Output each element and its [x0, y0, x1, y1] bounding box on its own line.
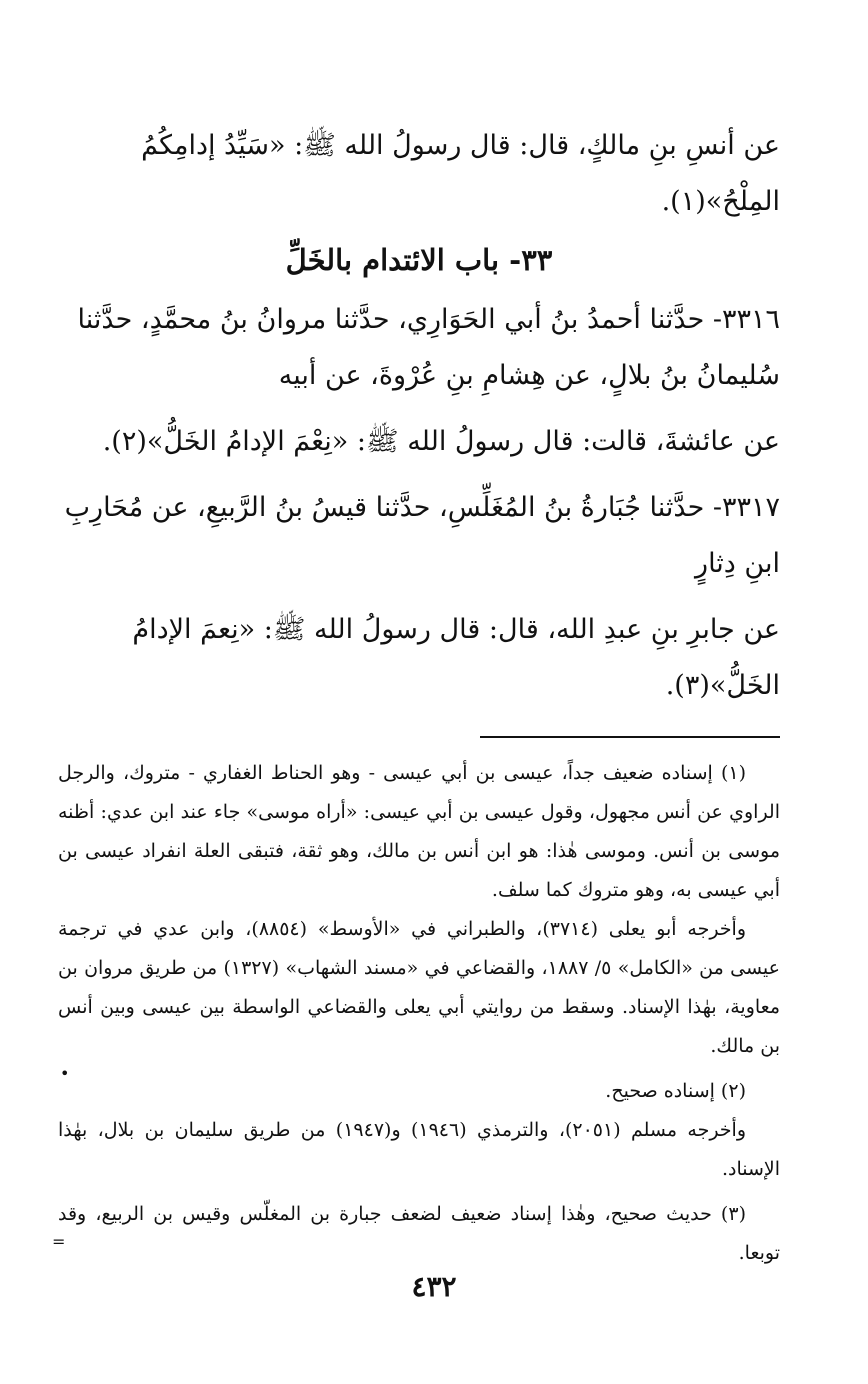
footnote-2-sources: وأخرجه مسلم (٢٠٥١)، والترمذي (١٩٤٦) و(١٩٤٧) من طريق سليمان بن بلال، بهٰذا الإسناد.: [58, 1119, 780, 1180]
hadith-3317-isnad-line-2: ابنِ دِثارٍ: [695, 548, 780, 579]
hadith-3316-isnad-line-1: ٣٣١٦- حدَّثنا أحمدُ بنُ أبي الحَوَارِي، حدَّثنا مروانُ بنُ محمَّدٍ، حدَّثنا: [77, 304, 780, 335]
footnote-1-sources: وأخرجه أبو يعلى (٣٧١٤)، والطبراني في «الأوسط» (٨٨٥٤)، وابن عدي في ترجمة عيسى من «الكامل» ٥/ ١٨٨٧، والقضاعي في «مسند الشهاب» (١٣٢٧) من طريق مروان بن معاوية، بهٰذا الإسناد. وسقط من روايتي أبي يعلى والقضاعي الواسطة بين عيسى وبين أنس بن مالك.: [58, 918, 780, 1057]
hadith-3316-isnad-line-2: سُليمانُ بنُ بلالٍ، عن هِشامِ بنِ عُرْوةَ، عن أبيه: [278, 360, 780, 391]
hadith-text-anas-line-2: المِلْحُ»(١).: [661, 186, 780, 217]
hadith-3317-isnad-line-1: ٣٣١٧- حدَّثنا جُبَارةُ بنُ المُغَلِّسِ، حدَّثنا قيسُ بنُ الرَّبيعِ، عن مُحَارِبِ: [64, 492, 780, 523]
margin-dot-mark: •: [60, 1064, 70, 1083]
chapter-heading: ٣٣- باب الائتدام بالخَلِّ: [285, 243, 553, 277]
hadith-3317-text-line-2: الخَلُّ»(٣).: [665, 670, 780, 701]
hadith-3317-text-line-1: عن جابرِ بنِ عبدِ الله، قال: قال رسولُ الله ﷺ: «نِعمَ الإدامُ: [132, 614, 780, 645]
page-body: [58, 118, 780, 1273]
footnote-3: (٣) حديث صحيح، وهٰذا إسناد ضعيف لضعف جبارة بن المغلّس وقيس بن الربيع، وقد توبعا.: [58, 1203, 780, 1264]
footnote-1: (١) إسناده ضعيف جداً، عيسى بن أبي عيسى - وهو الحناط الغفاري - متروك، والرجل الراوي عن أنس مجهول، وقول عيسى بن أبي عيسى: «أراه موسى» جاء عند ابن عدي: أظنه موسى بن أنس. وموسى هٰذا: هو ابن أنس بن مالك، وهو ثقة، فتبقى العلة انفراد عيسى بن أبي عيسى به، وهو متروك كما سلف.: [58, 762, 780, 901]
hadith-3316-text: عن عائشةَ، قالت: قال رسولُ الله ﷺ: «نِعْمَ الإدامُ الخَلُّ»(٢).: [102, 426, 780, 457]
footnote-separator: [480, 736, 780, 738]
footnote-2: (٢) إسناده صحيح.: [605, 1080, 746, 1102]
main-text: [58, 118, 780, 714]
page-number: ٤٣٢: [411, 1270, 457, 1303]
footnotes: [58, 754, 780, 1273]
hadith-text-anas-line-1: عن أنسِ بنِ مالكٍ، قال: قال رسولُ الله ﷺ: «سَيِّدُ إدامِكُمُ: [141, 130, 780, 161]
continuation-mark: =: [52, 1232, 66, 1251]
